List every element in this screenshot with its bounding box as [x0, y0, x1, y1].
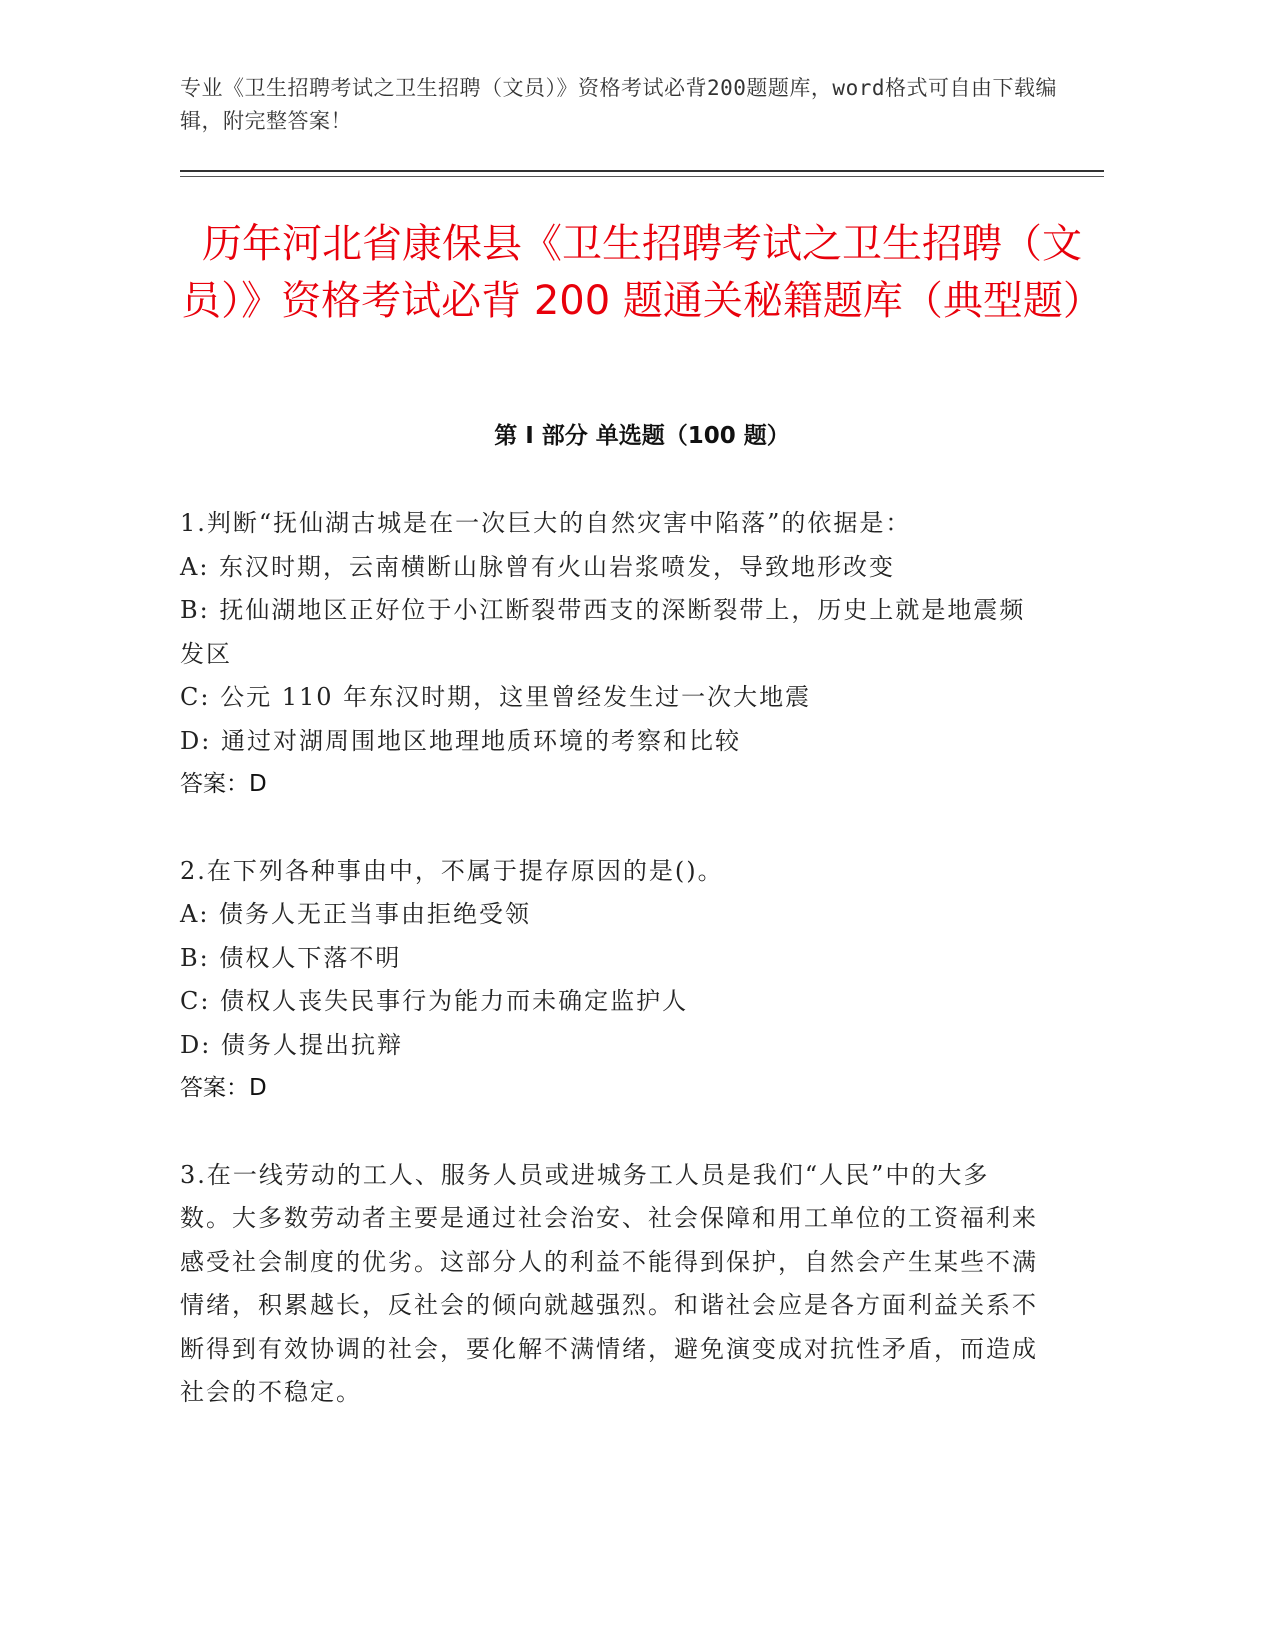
- question-1: [180, 502, 1040, 807]
- option-a: A: 东汉时期，云南横断山脉曾有火山岩浆喷发，导致地形改变: [180, 552, 896, 581]
- option-a: A: 债务人无正当事由拒绝受领: [180, 900, 532, 928]
- header-rule-thick: [180, 170, 1104, 172]
- answer: 答案：D: [180, 771, 267, 797]
- answer: 答案：D: [180, 1075, 267, 1101]
- option-d: D: 债务人提出抗辩: [180, 1030, 403, 1059]
- question-stem: 1.判断“抚仙湖古城是在一次巨大的自然灾害中陷落”的依据是：: [180, 509, 912, 537]
- question-2: [180, 850, 1040, 1111]
- option-c: C: 公元 110 年东汉时期，这里曾经发生过一次大地震: [180, 683, 812, 711]
- option-c: C: 债权人丧失民事行为能力而未确定监护人: [180, 987, 689, 1015]
- document-title: 历年河北省康保县《卫生招聘考试之卫生招聘（文员）》资格考试必背 200 题通关秘籍题库（典型题）: [181, 221, 1103, 324]
- header-note: 专业《卫生招聘考试之卫生招聘（文员）》资格考试必背200题题库，word格式可自由下载编辑，附完整答案！: [180, 76, 1057, 133]
- section-title: 第 I 部分 单选题（100 题）: [494, 423, 790, 449]
- question-3: [180, 1154, 1040, 1415]
- option-d: D: 通过对湖周围地区地理地质环境的考察和比较: [180, 726, 741, 755]
- question-stem: 2.在下列各种事由中，不属于提存原因的是()。: [180, 856, 724, 885]
- header-rule-thin: [180, 176, 1104, 177]
- option-b: B: 债权人下落不明: [180, 943, 402, 972]
- question-stem: 3.在一线劳动的工人、服务人员或进城务工人员是我们“人民”中的大多数。大多数劳动者主要是通过社会治安、社会保障和用工单位的工资福利来感受社会制度的优劣。这部分人的利益不能得到保护，自然会产生某些不满情绪，积累越长，反社会的倾向就越强烈。和谐社会应是各方面利益关系不断得到有效协调的社会，要化解不满情绪，避免演变成对抗性矛盾，而造成社会的不稳定。: [180, 1160, 1038, 1406]
- option-b: B: 抚仙湖地区正好位于小江断裂带西支的深断裂带上，历史上就是地震频发区: [180, 596, 1026, 668]
- question-list: [180, 502, 1040, 1458]
